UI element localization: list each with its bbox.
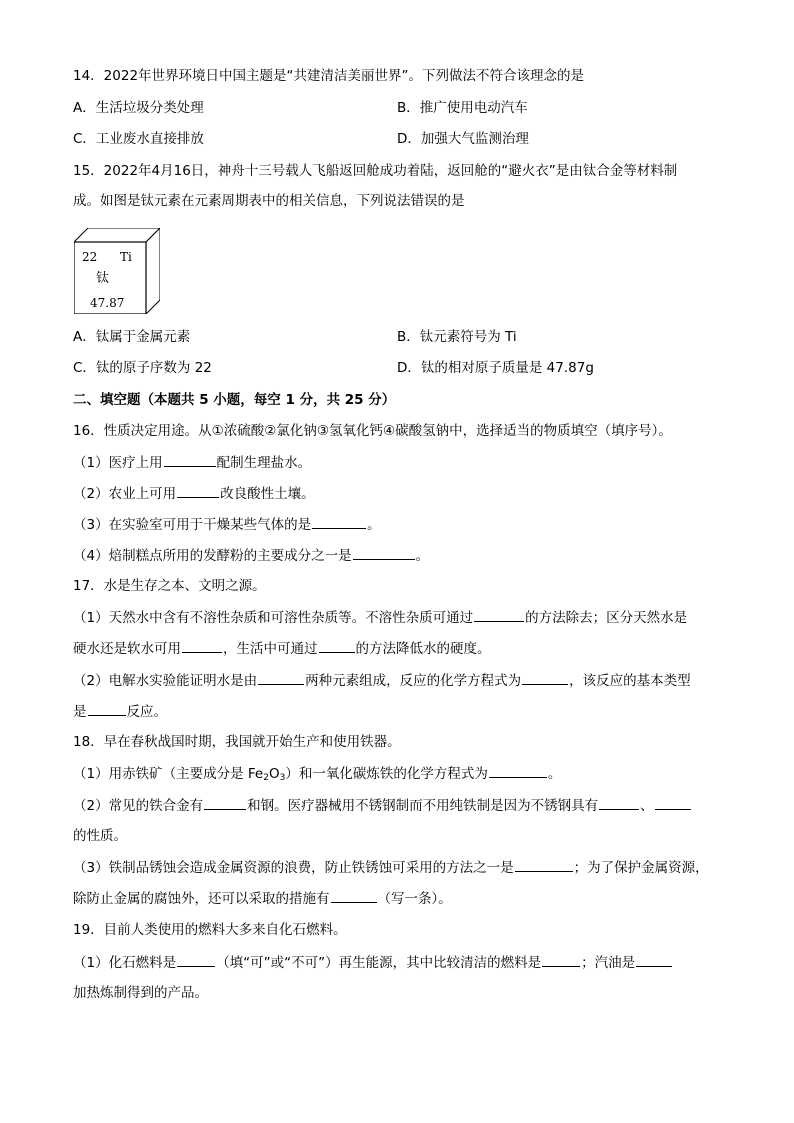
q15-stem-line1: 15．2022年4月16日，神舟十三号载人飞船返回舱成功着陆，返回舱的“避火衣”是由钛合金等材料制 [73, 163, 678, 179]
answer-blank[interactable] [182, 638, 222, 653]
q18-p3-text-d: （写一条）。 [377, 891, 452, 907]
q18-part2-line2: 的性质。 [73, 828, 127, 844]
q14-option-d: D．加强大气监测治理 [397, 131, 529, 147]
q17-p2-text-e: 反应。 [126, 704, 167, 720]
q19-part1-line2: 加热炼制得到的产品。 [73, 985, 208, 1001]
answer-blank[interactable] [599, 795, 639, 810]
q17-p1-text-b: 的方法除去；区分天然水是 [525, 610, 688, 626]
answer-blank[interactable] [312, 514, 366, 529]
q14-option-a: A．生活垃圾分类处理 [73, 100, 204, 116]
element-name: 钛 [96, 271, 110, 286]
answer-blank[interactable] [655, 795, 691, 810]
q16-part3 [73, 514, 381, 535]
q18-p3-text-c: 除防止金属的腐蚀外，还可以采取的措施有 [73, 891, 330, 907]
answer-blank[interactable] [88, 701, 126, 716]
q16-part4-text-b: 。 [415, 548, 430, 564]
q18-p1-text-c: 。 [547, 766, 562, 782]
q18-part2-line1 [73, 795, 692, 816]
q17-p2-text-a: （2）电解水实验能证明水是由 [73, 673, 258, 689]
q16-part1 [73, 452, 311, 473]
q19-part1-line1 [73, 952, 673, 973]
q16-part1-text-a: （1）医疗上用 [73, 455, 163, 471]
q18-p1-text-a: （1）用赤铁矿（主要成分是 Fe [73, 766, 264, 782]
q18-part1 [73, 763, 561, 788]
q16-part3-text-b: 。 [367, 517, 381, 533]
answer-blank[interactable] [177, 952, 215, 967]
q18-stem: 18．早在春秋战国时期，我国就开始生产和使用铁器。 [73, 734, 401, 750]
element-atomic-number: 22 [82, 250, 98, 264]
answer-blank[interactable] [177, 483, 219, 498]
answer-blank[interactable] [204, 795, 246, 810]
q15-option-b: B．钛元素符号为 Ti [397, 329, 517, 345]
q17-p2-text-b: 两种元素组成，反应的化学方程式为 [305, 673, 522, 689]
q15-option-a: A．钛属于金属元素 [73, 329, 191, 345]
q18-p1-text-b: ）和一氧化碳炼铁的化学方程式为 [285, 766, 488, 782]
q18-part3-line1 [73, 857, 709, 878]
q19-p1-text-b: （填“可”或“不可”）再生能源，其中比较清洁的燃料是 [216, 955, 542, 971]
element-symbol: Ti [120, 250, 132, 264]
q17-part1-line1 [73, 607, 687, 628]
q17-part2-line2 [73, 701, 167, 722]
q19-p1-text-c: ；汽油是 [581, 955, 636, 971]
answer-blank[interactable] [489, 763, 547, 778]
answer-blank[interactable] [522, 670, 568, 685]
q19-p1-text-a: （1）化石燃料是 [73, 955, 177, 971]
titanium-element-tile [74, 228, 160, 314]
q17-p1-text-e: 的方法降低水的硬度。 [355, 641, 491, 657]
q17-p1-text-d: ，生活中可通过 [223, 641, 318, 657]
q18-p2-text-c: 、 [640, 798, 654, 814]
subscript: 3 [279, 773, 286, 783]
q15-option-c: C．钛的原子序数为 22 [73, 360, 212, 376]
answer-blank[interactable] [164, 452, 216, 467]
q18-p2-text-b: 和钢。医疗器械用不锈钢制而不用纯铁制是因为不锈钢具有 [247, 798, 599, 814]
answer-blank[interactable] [353, 545, 415, 560]
subscript: 2 [263, 773, 269, 783]
answer-blank[interactable] [258, 670, 304, 685]
q18-p3-text-a: （3）铁制品锈蚀会造成金属资源的浪费，防止铁锈蚀可采用的方法之一是 [73, 860, 514, 876]
q17-p2-text-c: ，该反应的基本类型 [569, 673, 691, 689]
q17-p2-text-d: 是 [73, 704, 87, 720]
q16-part2-text-a: （2）农业上可用 [73, 486, 177, 502]
answer-blank[interactable] [515, 857, 573, 872]
q16-part1-text-b: 配制生理盐水。 [216, 455, 312, 471]
answer-blank[interactable] [474, 607, 524, 622]
q18-part3-line2 [73, 888, 452, 909]
answer-blank[interactable] [319, 638, 355, 653]
q16-part4-text-a: （4）焙制糕点所用的发酵粉的主要成分之一是 [73, 548, 352, 564]
q14-option-c: C．工业废水直接排放 [73, 131, 204, 147]
q17-part2-line1 [73, 670, 691, 691]
q16-stem: 16．性质决定用途。从①浓硫酸②氯化钠③氢氧化钙④碳酸氢钠中，选择适当的物质填空（填序号）。 [73, 423, 672, 439]
answer-blank[interactable] [636, 952, 672, 967]
q16-part2 [73, 483, 315, 504]
q15-option-d: D．钛的相对原子质量是 47.87g [397, 360, 594, 376]
q14-option-b: B．推广使用电动汽车 [397, 100, 528, 116]
section-heading: 二、填空题（本题共 5 小题，每空 1 分，共 25 分） [73, 392, 396, 408]
q17-part1-line2 [73, 638, 491, 659]
q18-p3-text-b: ；为了保护金属资源， [573, 860, 709, 876]
q16-part2-text-b: 改良酸性土壤。 [220, 486, 315, 502]
answer-blank[interactable] [542, 952, 580, 967]
q16-part3-text-a: （3）在实验室可用于干燥某些气体的是 [73, 517, 312, 533]
q15-stem-line2: 成。如图是钛元素在元素周期表中的相关信息，下列说法错误的是 [73, 193, 465, 209]
q16-part4 [73, 545, 429, 566]
element-atomic-mass: 47.87 [90, 296, 125, 310]
q18-p1-text-o: O [268, 766, 280, 782]
q17-p1-text-a: （1）天然水中含有不溶性杂质和可溶性杂质等。不溶性杂质可通过 [73, 610, 474, 626]
q14-stem: 14．2022年世界环境日中国主题是“共建清洁美丽世界”。下列做法不符合该理念的是 [73, 68, 585, 84]
q17-p1-text-c: 硬水还是软水可用 [73, 641, 181, 657]
q17-stem: 17．水是生存之本、文明之源。 [73, 578, 266, 594]
answer-blank[interactable] [331, 888, 377, 903]
q18-p2-text-a: （2）常见的铁合金有 [73, 798, 204, 814]
q19-stem: 19．目前人类使用的燃料大多来自化石燃料。 [73, 922, 347, 938]
